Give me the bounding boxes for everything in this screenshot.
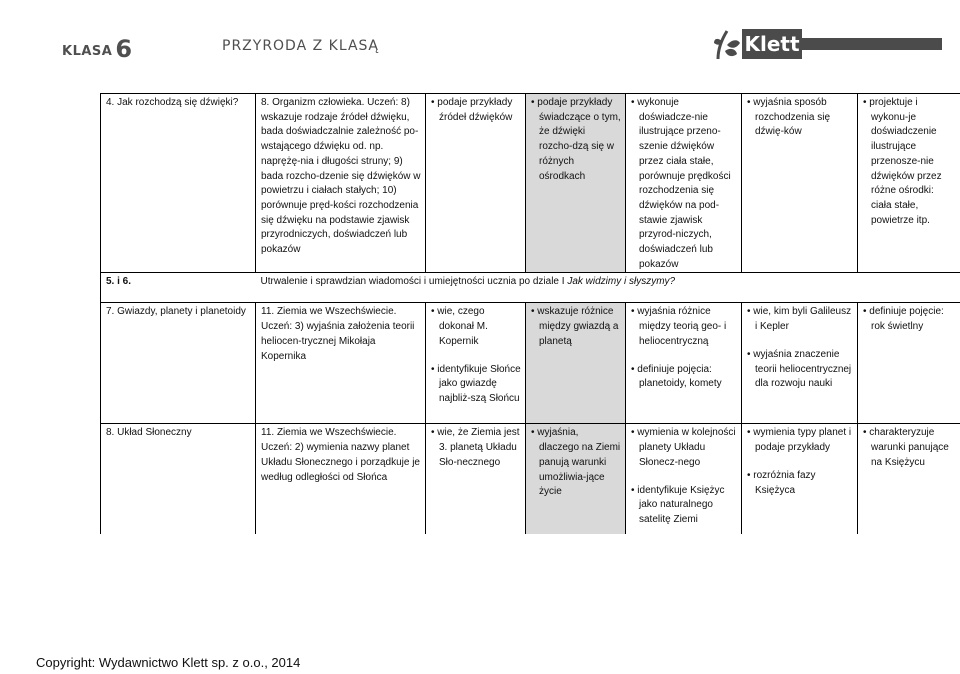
level-cell bbox=[526, 303, 626, 424]
level-cell bbox=[626, 424, 742, 534]
list-item: • wymienia w kolejności planety Układu Słonecz-nego bbox=[631, 426, 737, 470]
topic-cell: 4. Jak rozchodzą się dźwięki? bbox=[101, 94, 256, 273]
page-header bbox=[0, 0, 960, 70]
list-item: • wykonuje doświadcze-nie ilustrujące przeno-szenie dźwięków przez ciała stałe, porównuje prędkości rozchodzenia się dźwięków na pod-stawie zjawisk przyrod-niczych, doświadczeń lub pokazów bbox=[631, 96, 737, 272]
level-cell bbox=[626, 94, 742, 273]
list-item: • projektuje i wykonu-je doświadczenie ilustrujące przenosze-nie dźwięków przez różne ośrodki: ciała stałe, powietrze itp. bbox=[863, 96, 957, 228]
summary-row bbox=[101, 273, 960, 303]
summary-label: 5. i 6. bbox=[101, 273, 256, 303]
list-item: • wyjaśnia, dlaczego na Ziemi panują warunki umożliwia-jące życie bbox=[531, 426, 621, 500]
class-number: 6 bbox=[115, 35, 133, 63]
list-item: • wymienia typy planet i podaje przykłady bbox=[747, 426, 853, 455]
list-item: • wie, czego dokonał M. Kopernik bbox=[431, 305, 521, 349]
level-cell bbox=[858, 94, 960, 273]
requirements-cell: 11. Ziemia we Wszechświecie. Uczeń: 3) wyjaśnia założenia teorii heliocen-trycznej Mikołaja Kopernika bbox=[256, 303, 426, 424]
level-cell bbox=[426, 94, 526, 273]
list-item: • definiuje pojęcie: rok świetlny bbox=[863, 305, 957, 334]
list-item: • wie, że Ziemia jest 3. planetą Układu Sło-necznego bbox=[431, 426, 521, 470]
level-cell bbox=[526, 94, 626, 273]
table-row bbox=[101, 424, 960, 534]
level-cell bbox=[526, 424, 626, 534]
requirements-cell: 11. Ziemia we Wszechświecie. Uczeń: 2) wymienia nazwy planet Układu Słonecznego i porządkuje je według odległości od Słońca bbox=[256, 424, 426, 534]
topic-cell: 7. Gwiazdy, planety i planetoidy bbox=[101, 303, 256, 424]
level-cell bbox=[742, 94, 858, 273]
level-cell bbox=[426, 424, 526, 534]
level-cell bbox=[858, 424, 960, 534]
level-cell bbox=[742, 424, 858, 534]
curriculum-table bbox=[100, 93, 960, 534]
table-row bbox=[101, 303, 960, 424]
level-cell bbox=[426, 303, 526, 424]
list-item: • wyjaśnia różnice między teorią geo- i heliocentryczną bbox=[631, 305, 737, 349]
list-item: • definiuje pojęcia: planetoidy, komety bbox=[631, 363, 737, 392]
class-label: KLASA 6 bbox=[62, 35, 133, 63]
list-item: • wie, kim byli Galileusz i Kepler bbox=[747, 305, 853, 334]
requirements-cell: 8. Organizm człowieka. Uczeń: 8) wskazuje rodzaje źródeł dźwięku, bada doświadczalnie zależność po-wstającego dźwięku od. np. naprężę-nia i długości struny; 9) bada rozcho-dzenie się dźwięków w powietrzu i ciałach stałych; 10) porównuje pręd-kości rozchodzenia się dźwięku na podstawie zjawisk przyrodniczych, doświadczeń lub pokazów bbox=[256, 94, 426, 273]
list-item: • wyjaśnia znaczenie teorii heliocentrycznej dla rozwoju nauki bbox=[747, 348, 853, 392]
logo-wordmark: Klett bbox=[742, 29, 802, 59]
copyright-footer: Copyright: Wydawnictwo Klett sp. z o.o., 2014 bbox=[36, 655, 301, 670]
list-item: • podaje przykłady źródeł dźwięków bbox=[431, 96, 521, 125]
subject-title: PRZYRODA Z KLASĄ bbox=[222, 38, 380, 54]
level-cell bbox=[858, 303, 960, 424]
list-item: • podaje przykłady świadczące o tym, że dźwięki rozcho-dzą się w różnych ośrodkach bbox=[531, 96, 621, 184]
list-item: • identyfikuje Księżyc jako naturalnego satelitę Ziemi bbox=[631, 484, 737, 528]
klett-logo bbox=[712, 27, 942, 63]
topic-cell: 8. Układ Słoneczny bbox=[101, 424, 256, 534]
list-item: • identyfikuje Słońce jako gwiazdę najbliż-szą Słońcu bbox=[431, 363, 521, 407]
summary-text: Utrwalenie i sprawdzian wiadomości i umiejętności ucznia po dziale I Jak widzimy i słyszymy? bbox=[256, 273, 960, 303]
list-item: • rozróżnia fazy Księżyca bbox=[747, 469, 853, 498]
list-item: • charakteryzuje warunki panujące na Księżycu bbox=[863, 426, 957, 470]
level-cell bbox=[626, 303, 742, 424]
klett-logo-mark-icon bbox=[712, 27, 742, 63]
list-item: • wskazuje różnice między gwiazdą a planetą bbox=[531, 305, 621, 349]
table-row bbox=[101, 94, 960, 273]
level-cell bbox=[742, 303, 858, 424]
list-item: • wyjaśnia sposób rozchodzenia się dźwię-ków bbox=[747, 96, 853, 140]
logo-stripe bbox=[802, 38, 942, 50]
